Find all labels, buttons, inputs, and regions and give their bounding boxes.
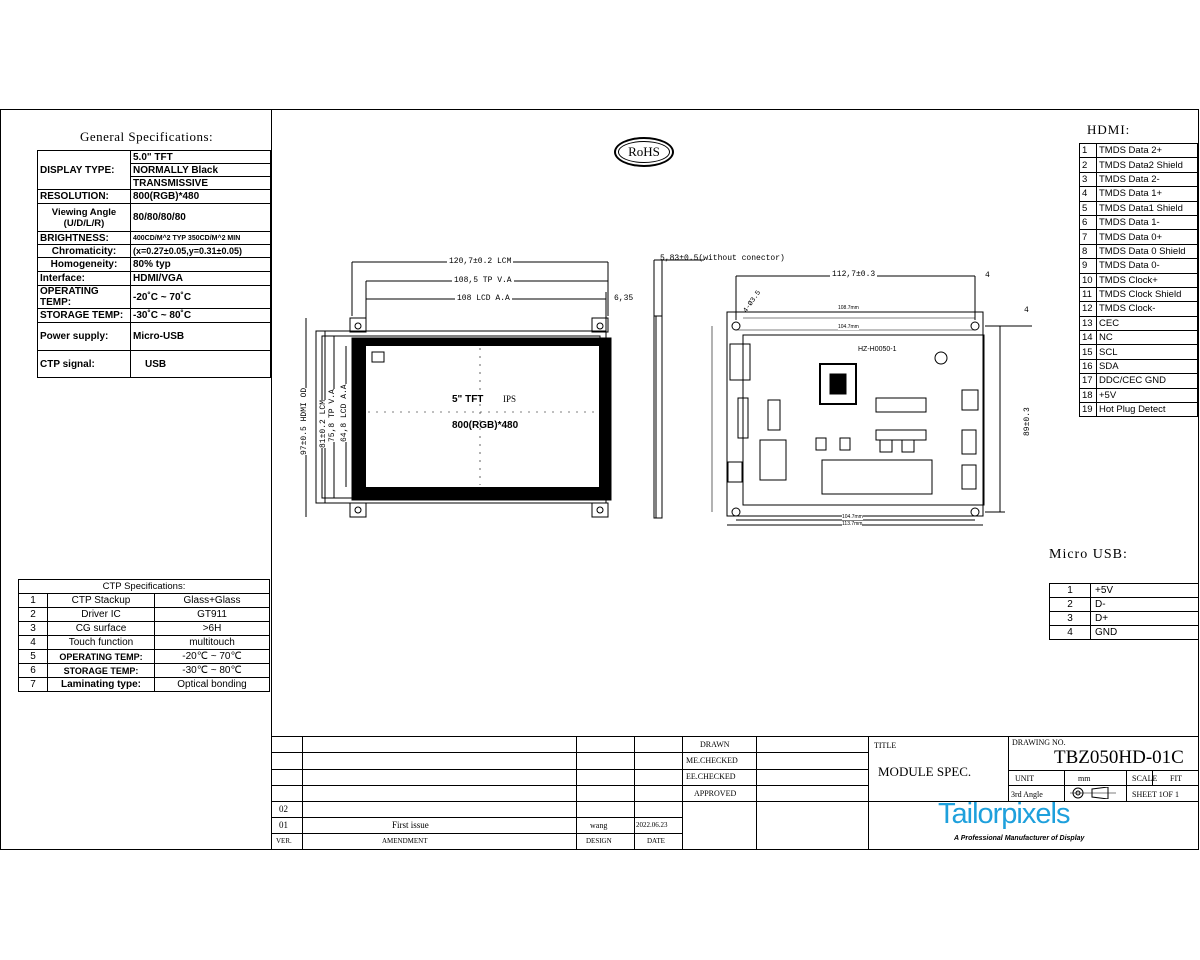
spec-key: STORAGE TEMP: — [38, 309, 131, 323]
ctp-row-no: 7 — [19, 678, 48, 692]
spec-value: 5.0" TFT — [131, 151, 271, 164]
ctp-row-value: Glass+Glass — [155, 594, 270, 608]
hdmi-pin-name: NC — [1097, 331, 1198, 345]
front-mount-hole — [355, 323, 361, 329]
tb-line — [1126, 770, 1127, 801]
hdmi-pin-row — [1080, 244, 1198, 258]
spec-value: NORMALLY Black — [131, 164, 271, 177]
tb-scale-label: SCALE — [1132, 774, 1158, 783]
hdmi-pin-name: TMDS Data 2+ — [1097, 144, 1198, 158]
ctp-row-value: GT911 — [155, 608, 270, 622]
hdmi-pin-row — [1080, 187, 1198, 201]
dim-lcm-width: 120,7±0.2 LCM — [449, 257, 512, 266]
hdmi-pin-no: 16 — [1080, 359, 1097, 373]
spec-key: Viewing Angle (U/D/L/R) — [38, 204, 131, 232]
hdmi-pin-no: 8 — [1080, 244, 1097, 258]
back-smd — [880, 440, 892, 452]
dim-hdmi-od: 97±0.5 HDMI OD — [300, 387, 309, 455]
dim-lcd-aa-width: 108 LCD A.A — [457, 294, 510, 303]
usb-pin-name: +5V — [1091, 584, 1199, 598]
back-mount-hole — [732, 508, 740, 516]
front-mount-hole — [597, 323, 603, 329]
tb-drawing-no: TBZ050HD-01C — [1054, 747, 1184, 768]
tb-amendment-01: First issue — [392, 820, 429, 830]
hdmi-pin-row — [1080, 388, 1198, 402]
back-connector — [876, 398, 926, 412]
tb-line — [302, 736, 303, 850]
tb-line — [272, 736, 1199, 737]
back-label-area — [822, 460, 932, 494]
back-component — [768, 400, 780, 430]
hdmi-pin-no: 13 — [1080, 316, 1097, 330]
front-resolution-label: 800(RGB)*480 — [452, 420, 519, 431]
hdmi-pin-name: TMDS Data 0 Shield — [1097, 244, 1198, 258]
front-center-label: 5" TFT — [452, 394, 484, 405]
dim-back-top-a: 104.7mm — [838, 324, 859, 330]
hdmi-pin-name: DDC/CEC GND — [1097, 374, 1198, 388]
hdmi-pin-name: TMDS Data2 Shield — [1097, 158, 1198, 172]
dim-lcm-height: 81±0.2 LCM — [319, 399, 328, 448]
tb-line — [1008, 736, 1009, 801]
hdmi-pin-name: TMDS Data 1+ — [1097, 187, 1198, 201]
ctp-row-no: 6 — [19, 664, 48, 678]
tb-scale-value: FIT — [1170, 774, 1182, 783]
back-side-connector — [962, 465, 976, 489]
back-ic-core — [830, 374, 846, 394]
hdmi-pin-no: 10 — [1080, 273, 1097, 287]
side-view — [654, 316, 662, 518]
tb-amendment-header: AMENDMENT — [382, 837, 428, 845]
back-mount-hole — [732, 322, 740, 330]
hdmi-pin-row — [1080, 201, 1198, 215]
dim-back-4b: 4 — [1024, 306, 1029, 315]
ctp-specs-title: CTP Specifications: — [19, 580, 270, 594]
dim-lcd-aa-height: 64,8 LCD A.A — [340, 384, 349, 442]
tb-unit-value: mm — [1078, 774, 1091, 783]
spec-value: HDMI/VGA — [131, 272, 271, 286]
projection-symbol-icon — [1068, 787, 1118, 799]
hdmi-pin-row — [1080, 331, 1198, 345]
front-tab — [592, 503, 608, 517]
tb-line — [272, 785, 682, 786]
tb-line — [272, 752, 682, 753]
front-mount-hole — [597, 507, 603, 513]
tb-approved: APPROVED — [694, 789, 737, 798]
usb-pin-name: GND — [1091, 626, 1199, 640]
ctp-row-item: Laminating type: — [48, 678, 155, 692]
spec-key: DISPLAY TYPE: — [38, 151, 131, 190]
tb-designer-01: wang — [590, 821, 608, 830]
spec-value: 80% typ — [131, 258, 271, 272]
usb-pin-no: 2 — [1050, 598, 1091, 612]
front-ips-label: IPS — [503, 394, 517, 404]
dim-back-4a: 4 — [985, 271, 990, 280]
hdmi-pin-no: 3 — [1080, 172, 1097, 186]
back-hole-label: 4-Ø3.5 — [742, 289, 764, 315]
hdmi-pin-no: 7 — [1080, 230, 1097, 244]
spec-key: Chromaticity: — [38, 245, 131, 258]
ctp-specs-table — [18, 579, 270, 692]
spec-value: 400CD/M^2 TYP 350CD/M^2 MIN — [131, 232, 271, 245]
ctp-row-no: 3 — [19, 622, 48, 636]
hdmi-pin-no: 2 — [1080, 158, 1097, 172]
dim-thickness: 5,83±0.5(without conector) — [660, 254, 785, 263]
tb-line — [1008, 770, 1199, 771]
general-specs-table — [37, 150, 271, 378]
ctp-row-value: Optical bonding — [155, 678, 270, 692]
hdmi-pin-no: 1 — [1080, 144, 1097, 158]
tb-line — [682, 752, 868, 753]
spec-value: TRANSMISSIVE — [131, 177, 271, 190]
dim-back-bottom-a: 104.7mm — [842, 514, 863, 520]
dim-back-bottom-b: 113.7mm — [842, 521, 863, 527]
hdmi-pin-row — [1080, 259, 1198, 273]
spec-value: 80/80/80/80 — [131, 204, 271, 232]
hdmi-pin-no: 17 — [1080, 374, 1097, 388]
dim-offset: 6,35 — [614, 294, 634, 303]
back-board-outline — [727, 312, 983, 516]
usb-pin-name: D+ — [1091, 612, 1199, 626]
dim-back-top-b: 108.7mm — [838, 305, 859, 311]
tb-angle: 3rd Angle — [1011, 790, 1043, 799]
spec-value: -30˚C ~ 80˚C — [131, 309, 271, 323]
hdmi-pin-table — [1079, 143, 1198, 417]
usb-pin-no: 3 — [1050, 612, 1091, 626]
hdmi-pin-row — [1080, 287, 1198, 301]
spec-value: USB — [131, 351, 271, 378]
tb-line — [272, 817, 682, 818]
hdmi-pin-name: CEC — [1097, 316, 1198, 330]
tb-title-label: TITLE — [874, 741, 897, 750]
tb-line — [1064, 770, 1065, 801]
hdmi-pin-no: 15 — [1080, 345, 1097, 359]
hdmi-pin-no: 12 — [1080, 302, 1097, 316]
ctp-row-value: >6H — [155, 622, 270, 636]
brand-tagline: A Professional Manufacturer of Display — [954, 835, 1085, 842]
back-board-label: HZ-H0050-1 — [858, 346, 897, 353]
back-connector-2 — [876, 430, 926, 440]
tb-line — [272, 833, 682, 834]
back-component-round — [935, 352, 947, 364]
tb-drawing-no-label: DRAWING NO. — [1012, 738, 1066, 747]
hdmi-pin-name: TMDS Data 0- — [1097, 259, 1198, 273]
hdmi-pin-name: TMDS Clock Shield — [1097, 287, 1198, 301]
spec-key: Homogeneity: — [38, 258, 131, 272]
tb-line — [634, 736, 635, 850]
ctp-row-no: 2 — [19, 608, 48, 622]
general-specs-title: General Specifications: — [80, 129, 214, 144]
hdmi-pin-name: +5V — [1097, 388, 1198, 402]
ctp-row-item: Driver IC — [48, 608, 155, 622]
hdmi-pin-no: 4 — [1080, 187, 1097, 201]
tb-me-checked: ME.CHECKED — [686, 756, 738, 765]
tb-line — [682, 785, 868, 786]
hdmi-pin-row — [1080, 359, 1198, 373]
tb-line — [682, 769, 868, 770]
ctp-row-item: Touch function — [48, 636, 155, 650]
spec-value: (x=0.27±0.05,y=0.31±0.05) — [131, 245, 271, 258]
tb-drawn: DRAWN — [700, 740, 730, 749]
usb-pin-row — [1050, 626, 1199, 640]
hdmi-pin-no: 11 — [1080, 287, 1097, 301]
spec-value: -20˚C ~ 70˚C — [131, 286, 271, 309]
micro-usb-pin-table — [1049, 583, 1199, 640]
hdmi-title: HDMI: — [1087, 122, 1131, 137]
hdmi-pin-name: TMDS Clock+ — [1097, 273, 1198, 287]
tb-unit-label: UNIT — [1015, 774, 1035, 783]
ctp-row-no: 1 — [19, 594, 48, 608]
tb-date-01: 2022.06.23 — [636, 821, 668, 829]
hdmi-pin-row — [1080, 230, 1198, 244]
tb-ee-checked: EE.CHECKED — [686, 772, 736, 781]
usb-pin-row — [1050, 584, 1199, 598]
rohs-badge: RoHS — [614, 137, 674, 167]
dim-tp-va-height: 75,8 TP V.A — [328, 389, 337, 442]
hdmi-pin-name: SCL — [1097, 345, 1198, 359]
tb-date-header: DATE — [647, 837, 665, 845]
back-hdmi-port — [730, 344, 750, 380]
hdmi-pin-row — [1080, 403, 1198, 417]
usb-pin-no: 4 — [1050, 626, 1091, 640]
hdmi-pin-row — [1080, 374, 1198, 388]
tb-title-value: MODULE SPEC. — [878, 764, 972, 779]
tb-line — [682, 736, 683, 850]
usb-pin-no: 1 — [1050, 584, 1091, 598]
front-active-area — [366, 346, 599, 487]
dim-back-height: 89±0.3 — [1023, 407, 1032, 436]
ctp-row-no: 5 — [19, 650, 48, 664]
tb-line — [868, 736, 869, 850]
tb-ver-header: VER. — [276, 837, 292, 845]
tb-line — [576, 736, 577, 850]
hdmi-pin-row — [1080, 158, 1198, 172]
spec-value: Micro-USB — [131, 323, 271, 351]
tb-rev-01: 01 — [279, 820, 288, 830]
tb-rev-02: 02 — [279, 804, 288, 814]
spec-key: RESOLUTION: — [38, 190, 131, 204]
hdmi-pin-row — [1080, 345, 1198, 359]
tb-line — [272, 769, 682, 770]
hdmi-pin-row — [1080, 144, 1198, 158]
spec-key: Power supply: — [38, 323, 131, 351]
hdmi-pin-no: 18 — [1080, 388, 1097, 402]
spec-key: BRIGHTNESS: — [38, 232, 131, 245]
spec-value: 800(RGB)*480 — [131, 190, 271, 204]
back-smd — [840, 438, 850, 450]
hdmi-pin-no: 5 — [1080, 201, 1097, 215]
ctp-row-item: OPERATING TEMP: — [48, 650, 155, 664]
hdmi-pin-name: Hot Plug Detect — [1097, 403, 1198, 417]
hdmi-pin-no: 14 — [1080, 331, 1097, 345]
hdmi-pin-name: TMDS Clock- — [1097, 302, 1198, 316]
back-mount-hole — [971, 322, 979, 330]
back-mount-hole — [971, 508, 979, 516]
usb-pin-row — [1050, 598, 1199, 612]
tb-sheet: SHEET 1OF 1 — [1132, 790, 1179, 799]
hdmi-pin-name: TMDS Data 2- — [1097, 172, 1198, 186]
ctp-row-item: CTP Stackup — [48, 594, 155, 608]
spec-key: Interface: — [38, 272, 131, 286]
front-mount-hole — [355, 507, 361, 513]
ctp-row-item: CG surface — [48, 622, 155, 636]
tb-design-header: DESIGN — [586, 837, 612, 845]
hdmi-pin-no: 6 — [1080, 215, 1097, 229]
hdmi-pin-row — [1080, 302, 1198, 316]
hdmi-pin-row — [1080, 273, 1198, 287]
hdmi-pin-no: 19 — [1080, 403, 1097, 417]
hdmi-pin-name: TMDS Data 1- — [1097, 215, 1198, 229]
usb-pin-name: D- — [1091, 598, 1199, 612]
ctp-row-item: STORAGE TEMP: — [48, 664, 155, 678]
back-smd — [902, 440, 914, 452]
micro-usb-title: Micro USB: — [1049, 547, 1128, 562]
hdmi-pin-name: TMDS Data1 Shield — [1097, 201, 1198, 215]
title-block — [272, 736, 1199, 850]
back-battery — [760, 440, 786, 480]
brand-logo: Tailorpixels — [938, 798, 1070, 830]
back-side-connector — [962, 390, 978, 410]
ctp-row-value: -30℃ ~ 80℃ — [155, 664, 270, 678]
dim-back-width: 112,7±0.3 — [832, 270, 876, 279]
hdmi-pin-row — [1080, 172, 1198, 186]
front-tab — [350, 318, 366, 332]
hdmi-pin-name: TMDS Data 0+ — [1097, 230, 1198, 244]
spec-key: OPERATING TEMP: — [38, 286, 131, 309]
ctp-row-value: multitouch — [155, 636, 270, 650]
dim-tp-va-width: 108,5 TP V.A — [454, 276, 512, 285]
front-tab — [350, 503, 366, 517]
ctp-row-no: 4 — [19, 636, 48, 650]
hdmi-pin-row — [1080, 316, 1198, 330]
ctp-row-value: -20℃ ~ 70℃ — [155, 650, 270, 664]
usb-pin-row — [1050, 612, 1199, 626]
tb-line — [756, 736, 757, 850]
back-usb-port — [728, 462, 742, 482]
hdmi-pin-row — [1080, 215, 1198, 229]
tb-line — [1008, 785, 1199, 786]
hdmi-pin-no: 9 — [1080, 259, 1097, 273]
back-smd — [816, 438, 826, 450]
mechanical-drawing — [272, 250, 1032, 530]
spec-key: CTP signal: — [38, 351, 131, 378]
back-side-connector — [962, 430, 976, 454]
hdmi-pin-name: SDA — [1097, 359, 1198, 373]
